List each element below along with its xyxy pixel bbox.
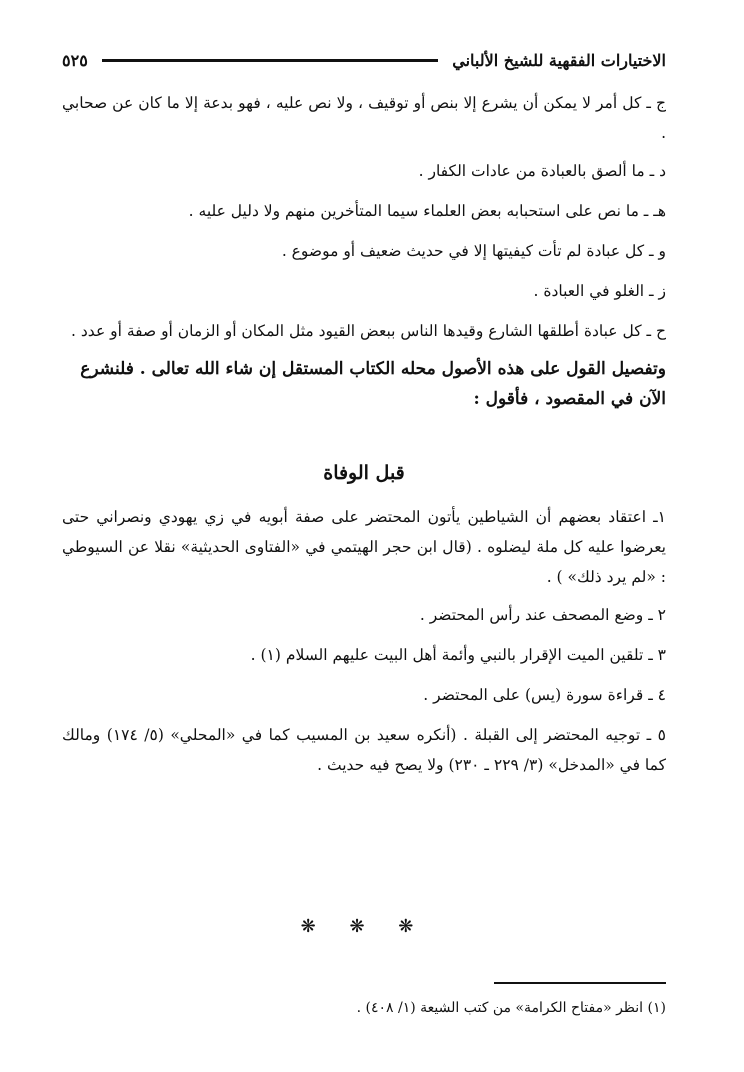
list-item-dal: د ـ ما ألصق بالعبادة من عادات الكفار . bbox=[418, 162, 666, 180]
list-item-ha: هـ ـ ما نص على استحبابه بعض العلماء سيما المتأخرين منهم ولا دليل عليه . bbox=[188, 202, 666, 220]
section-item-5: ٥ ـ توجيه المحتضر إلى القبلة . (أنكره سعيد بن المسيب كما في «المحلي» (٥/ ١٧٤) ومالك كما في «المدخل» (٣/ ٢٢٩ ـ ٢٣٠) ولا يصح فيه حديث . bbox=[62, 726, 666, 774]
conclusion-paragraph: وتفصيل القول على هذه الأصول محله الكتاب المستقل إن شاء الله تعالى . فلنشرع الآن في المقصود ، فأقول : bbox=[80, 359, 666, 409]
section-title: قبل الوفاة bbox=[323, 462, 405, 484]
page-content bbox=[62, 88, 666, 788]
list-item-waw: و ـ كل عبادة لم تأت كيفيتها إلا في حديث ضعيف أو موضوع . bbox=[281, 242, 666, 260]
list-item-jeem: ج ـ كل أمر لا يمكن أن يشرع إلا بنص أو توقيف ، ولا نص عليه ، فهو بدعة إلا ما كان عن صحابي . bbox=[62, 94, 666, 142]
footnote: (١) انظر «مفتاح الكرامة» من كتب الشيعة (١/ ٤٠٨) . bbox=[356, 1000, 666, 1016]
header-rule bbox=[102, 59, 438, 62]
page-number: ٥٢٥ bbox=[62, 50, 88, 70]
section-separator: ❋ ❋ ❋ bbox=[300, 916, 428, 937]
section-item-3: ٣ ـ تلقين الميت الإقرار بالنبي وأئمة أهل البيت عليهم السلام (١) . bbox=[250, 646, 666, 664]
running-title: الاختيارات الفقهية للشيخ الألباني bbox=[452, 50, 666, 70]
section-item-4: ٤ ـ قراءة سورة (يس) على المحتضر . bbox=[423, 686, 666, 704]
page-header bbox=[62, 44, 666, 76]
section-item-1: ١ـ اعتقاد بعضهم أن الشياطين يأتون المحتضر على صفة أبويه في زي يهودي ونصراني حتى يعرضوا عليه كل ملة ليضلوه . (قال ابن حجر الهيتمي في «الفتاوى الحديثية» نقلا عن السيوطي : «لم يرد ذلك» ) . bbox=[62, 508, 666, 586]
list-item-zay: ز ـ الغلو في العبادة . bbox=[533, 282, 666, 300]
list-item-hha: ح ـ كل عبادة أطلقها الشارع وقيدها الناس ببعض القيود مثل المكان أو الزمان أو صفة أو عدد . bbox=[71, 322, 666, 340]
section-item-2: ٢ ـ وضع المصحف عند رأس المحتضر . bbox=[419, 606, 666, 624]
footnote-rule bbox=[494, 982, 666, 984]
